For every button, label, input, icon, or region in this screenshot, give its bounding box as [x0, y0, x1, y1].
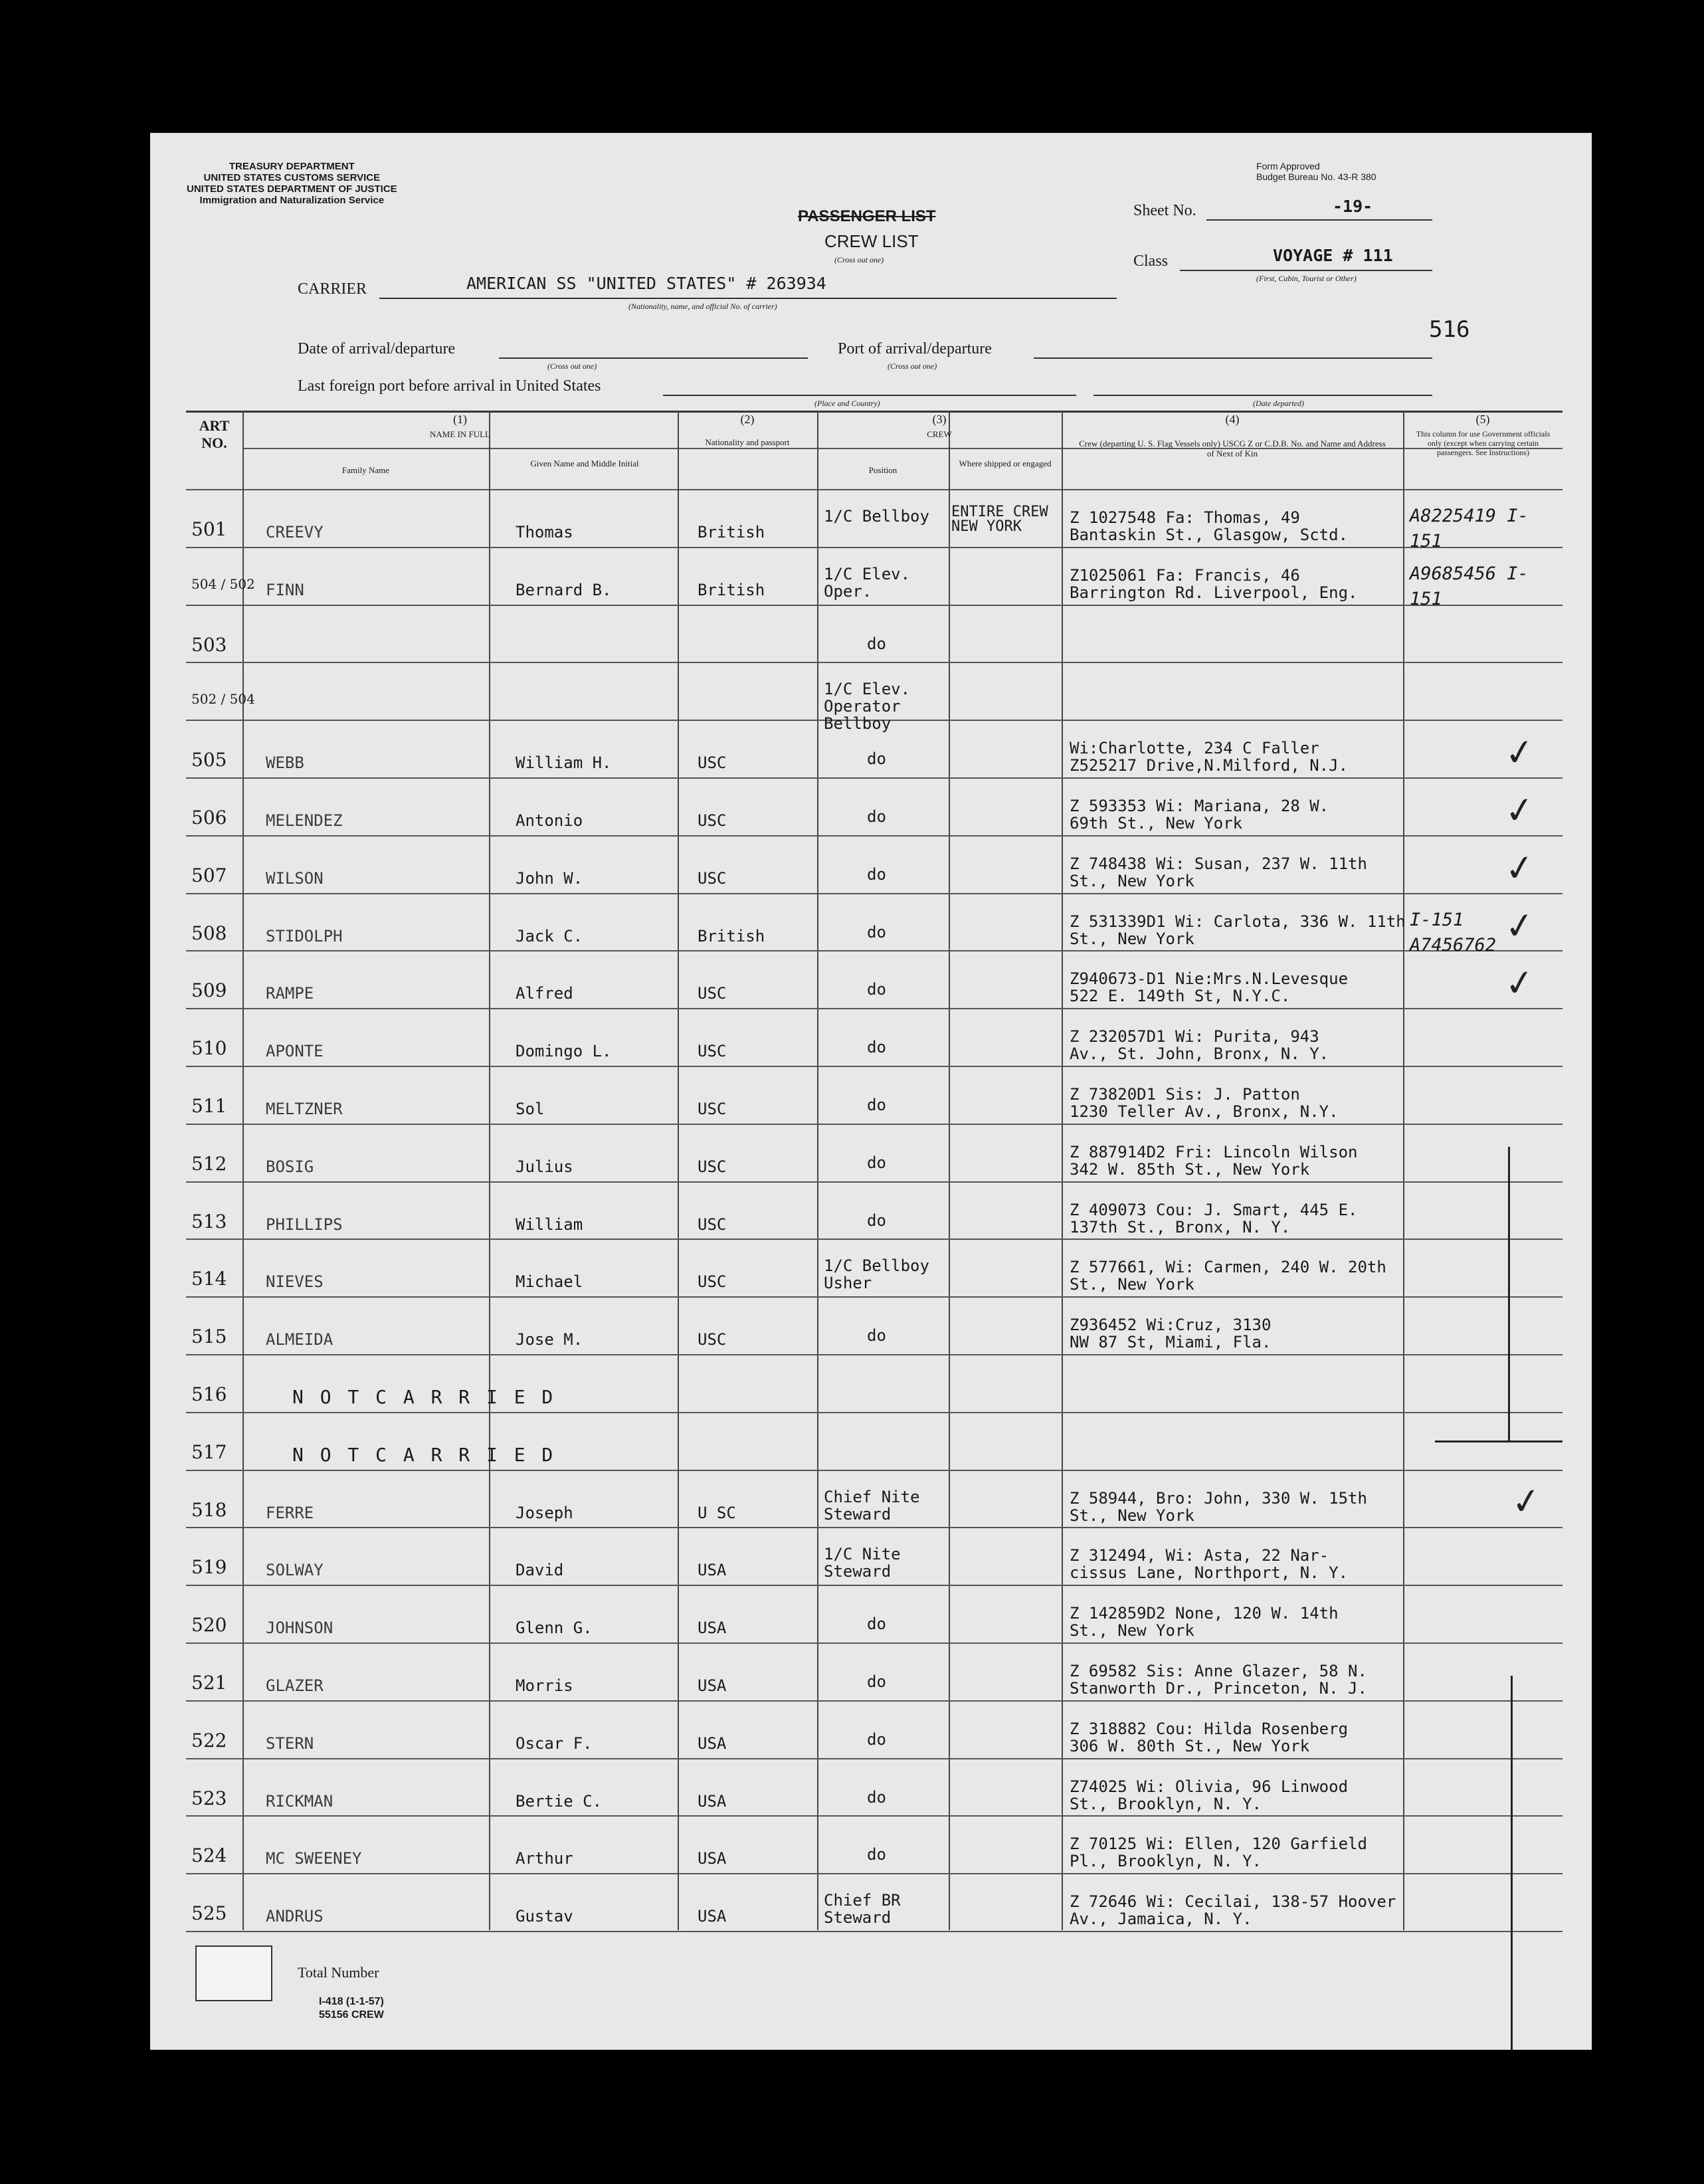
row-divider — [186, 1642, 1562, 1644]
given-name: Domingo L. — [516, 1042, 612, 1061]
where-shipped: ENTIRE CREW NEW YORK — [951, 504, 1048, 535]
col3-number: (3) — [932, 413, 947, 426]
art-number: 503 — [191, 633, 227, 656]
position: do — [867, 1153, 886, 1172]
last-port-line — [663, 395, 1076, 396]
col4-title: Crew (departing U. S. Flag Vessels only) USCG Z or C.D.B. No. and Name and Address of Next of Kin — [1079, 439, 1386, 458]
nationality: USC — [698, 1042, 727, 1061]
position: do — [867, 922, 886, 942]
carrier-caption: (Nationality, name, and official No. of carrier) — [628, 302, 777, 311]
col-divider — [678, 411, 679, 1930]
row-divider — [186, 1296, 1562, 1298]
agency-line: UNITED STATES CUSTOMS SERVICE — [203, 172, 381, 183]
art-number: 523 — [191, 1787, 227, 1809]
next-of-kin-line2: St., New York — [1070, 871, 1194, 890]
row-divider — [186, 605, 1562, 606]
next-of-kin-line2: 1230 Teller Av., Bronx, N.Y. — [1070, 1102, 1339, 1121]
family-name: STIDOLPH — [266, 926, 343, 945]
row-divider — [186, 1008, 1562, 1009]
given-name: Bertie C. — [516, 1791, 603, 1811]
official-note: A8225419 I-151 — [1410, 506, 1529, 551]
col4-number: (4) — [1225, 413, 1240, 426]
nationality: USC — [698, 753, 727, 773]
position: 1/C Bellboy — [824, 507, 929, 526]
family-name: BOSIG — [266, 1157, 314, 1176]
col2-number: (2) — [740, 413, 755, 426]
position: 1/C Elev. Oper. — [824, 564, 911, 601]
check-mark: ✓ — [1501, 730, 1538, 776]
next-of-kin-line2: St., Brooklyn, N. Y. — [1070, 1794, 1262, 1813]
carrier-line — [379, 298, 1117, 299]
crew-header: CREW — [927, 429, 952, 439]
given-name: Jack C. — [516, 926, 583, 945]
art-number: 522 — [191, 1729, 227, 1751]
bracket-mark — [1511, 1676, 1513, 2050]
given-name: Morris — [516, 1676, 573, 1695]
nationality: USC — [698, 1215, 727, 1234]
next-of-kin-line2: Barrington Rd. Liverpool, Eng. — [1070, 583, 1358, 602]
cross-out-caption: (Cross out one) — [834, 255, 884, 264]
date-departed-line — [1093, 395, 1432, 396]
port-line — [1034, 357, 1432, 359]
port-cross-caption: (Cross out one) — [888, 361, 937, 371]
given-name: Sol — [516, 1100, 545, 1118]
row-divider — [186, 1815, 1562, 1817]
given-name: Joseph — [516, 1503, 573, 1522]
row-divider — [186, 1470, 1562, 1471]
nationality: USA — [698, 1676, 727, 1695]
position: do — [867, 634, 886, 653]
col5-number: (5) — [1475, 413, 1490, 426]
carrier-label: CARRIER — [298, 280, 367, 298]
row-divider — [186, 1412, 1562, 1413]
family-name: FERRE — [266, 1503, 314, 1522]
class-value: VOYAGE # 111 — [1273, 246, 1393, 265]
col1-number: (1) — [453, 413, 467, 426]
check-mark: ✓ — [1501, 960, 1538, 1007]
last-port-label: Last foreign port before arrival in United States — [298, 377, 601, 395]
family-name: FINN — [266, 580, 304, 599]
given-name: Gustav — [516, 1907, 573, 1926]
art-number: 514 — [191, 1268, 227, 1290]
nationality: British — [698, 580, 765, 599]
next-of-kin-line1: Z936452 Wi:Cruz, 3130 — [1070, 1316, 1272, 1335]
position: do — [867, 980, 886, 999]
family-name: SOLWAY — [266, 1561, 324, 1580]
date-departed-caption: (Date departed) — [1253, 399, 1304, 408]
class-caption: (First, Cabin, Tourist or Other) — [1256, 274, 1357, 283]
nationality: USC — [698, 1330, 727, 1349]
row-divider — [186, 547, 1562, 548]
art-number: 512 — [191, 1152, 227, 1175]
next-of-kin-line2: Z525217 Drive,N.Milford, N.J. — [1070, 756, 1349, 775]
sheet-label: Sheet No. — [1133, 202, 1196, 219]
col5-title: This column for use Government officials only (except when carrying certain passengers. See Instructions) — [1416, 429, 1551, 457]
date-label: Date of arrival/departure — [298, 340, 456, 357]
agency-block — [187, 161, 397, 206]
total-number-label: Total Number — [298, 1964, 379, 1981]
next-of-kin-line2: Pl., Brooklyn, N. Y. — [1070, 1852, 1262, 1871]
family-name: RICKMAN — [266, 1791, 333, 1811]
crew-list-document — [150, 133, 1592, 2050]
row-divider — [186, 662, 1562, 663]
col1-title: NAME IN FULL — [430, 429, 490, 439]
art-number: 517 — [191, 1440, 227, 1463]
row-divider — [186, 777, 1562, 779]
art-number: 520 — [191, 1614, 227, 1637]
art-number: 506 — [191, 807, 227, 829]
next-of-kin-line1: Z 72646 Wi: Cecilai, 138-57 Hoover — [1070, 1892, 1396, 1912]
total-number-box — [195, 1945, 272, 2001]
position: do — [867, 1730, 886, 1749]
next-of-kin-line1: Z 312494, Wi: Asta, 22 Nar- — [1070, 1546, 1329, 1565]
not-carried-text: N O T C A R R I E D — [292, 1443, 556, 1466]
next-of-kin-line2: Av., Jamaica, N. Y. — [1070, 1910, 1252, 1929]
next-of-kin-line2: cissus Lane, Northport, N. Y. — [1070, 1563, 1349, 1583]
art-number: 513 — [191, 1210, 227, 1233]
bracket-mark — [1508, 1147, 1510, 1440]
next-of-kin-line1: Z 531339D1 Wi: Carlota, 336 W. 11th — [1070, 912, 1406, 931]
next-of-kin-line2: Av., St. John, Bronx, N. Y. — [1070, 1044, 1329, 1064]
next-of-kin-line1: Z 73820D1 Sis: J. Patton — [1070, 1085, 1300, 1104]
next-of-kin-line2: St., New York — [1070, 1275, 1194, 1294]
art-number: 507 — [191, 864, 227, 886]
row-divider — [186, 1585, 1562, 1586]
date-cross-caption: (Cross out one) — [547, 361, 597, 371]
next-of-kin-line1: Z 58944, Bro: John, 330 W. 15th — [1070, 1488, 1367, 1508]
given-name: Michael — [516, 1272, 583, 1292]
position: do — [867, 1672, 886, 1691]
next-of-kin-line1: Z74025 Wi: Olivia, 96 Linwood — [1070, 1777, 1349, 1796]
check-mark: ✓ — [1501, 844, 1538, 891]
col-divider — [1062, 411, 1063, 1930]
art-number: 525 — [191, 1902, 227, 1925]
row-divider — [186, 893, 1562, 894]
carrier-value: AMERICAN SS "UNITED STATES" # 263934 — [466, 274, 826, 293]
next-of-kin-line2: 342 W. 85th St., New York — [1070, 1159, 1310, 1179]
agency-line: Immigration and Naturalization Service — [199, 195, 385, 206]
position: do — [867, 807, 886, 826]
position: Chief Nite Steward — [824, 1487, 920, 1524]
art-number: 501 — [191, 518, 227, 540]
family-name: WEBB — [266, 753, 304, 773]
family-name: PHILLIPS — [266, 1215, 343, 1234]
class-label: Class — [1133, 252, 1169, 270]
position: do — [867, 1615, 886, 1634]
family-name: NIEVES — [266, 1272, 324, 1292]
page-number: 516 — [1429, 316, 1470, 343]
next-of-kin-line2: 69th St., New York — [1070, 814, 1243, 833]
nationality: USC — [698, 984, 727, 1003]
nationality: USC — [698, 1100, 727, 1118]
art-number: 504 / 502 — [191, 575, 255, 592]
position: do — [867, 864, 886, 884]
position: do — [867, 1787, 886, 1807]
given-name: Bernard B. — [516, 580, 612, 599]
next-of-kin-line1: Z 69582 Sis: Anne Glazer, 58 N. — [1070, 1662, 1367, 1680]
next-of-kin-line1: Z 748438 Wi: Susan, 237 W. 11th — [1070, 854, 1367, 873]
next-of-kin-line2: NW 87 St, Miami, Fla. — [1070, 1333, 1272, 1352]
given-name: Antonio — [516, 811, 583, 830]
not-carried-text: N O T C A R R I E D — [292, 1386, 556, 1408]
row-divider — [186, 1527, 1562, 1528]
sheet-line — [1206, 219, 1432, 221]
given-name: Arthur — [516, 1849, 573, 1868]
next-of-kin-line2: Bantaskin St., Glasgow, Sctd. — [1070, 526, 1349, 544]
position: do — [867, 1096, 886, 1114]
passenger-list-title: PASSENGER LIST — [798, 207, 936, 225]
bracket-stroke — [1435, 1440, 1562, 1442]
sheet-value: -19- — [1333, 197, 1373, 216]
next-of-kin-line2: 522 E. 149th St, N.Y.C. — [1070, 987, 1291, 1006]
art-number: 516 — [191, 1383, 227, 1405]
budget-bureau: Budget Bureau No. 43-R 380 — [1256, 171, 1376, 182]
form-approved-label: Form Approved — [1256, 161, 1320, 171]
nationality: USC — [698, 1157, 727, 1176]
col-divider — [1403, 411, 1404, 1930]
art-number: 505 — [191, 749, 227, 771]
given-name: David — [516, 1561, 564, 1580]
position: do — [867, 749, 886, 769]
nationality: British — [698, 523, 765, 542]
row-divider — [186, 1354, 1562, 1355]
family-name: ALMEIDA — [266, 1330, 333, 1349]
position: do — [867, 1845, 886, 1864]
given-name: Julius — [516, 1157, 573, 1176]
nationality: USC — [698, 1272, 727, 1292]
row-divider — [186, 1066, 1562, 1067]
check-mark: ✓ — [1508, 1478, 1545, 1524]
table-top-border — [186, 411, 1562, 413]
art-number: 521 — [191, 1672, 227, 1694]
col-divider — [489, 411, 490, 1930]
form-code: 55156 CREW — [319, 2009, 384, 2021]
family-name: CREEVY — [266, 523, 324, 542]
nationality: USC — [698, 868, 727, 888]
next-of-kin-line1: Z 593353 Wi: Mariana, 28 W. — [1070, 797, 1329, 815]
nationality: USA — [698, 1561, 727, 1580]
crew-list-title: CREW LIST — [824, 231, 919, 251]
position: do — [867, 1211, 886, 1230]
given-name: Alfred — [516, 984, 573, 1003]
position: do — [867, 1326, 886, 1345]
nationality: USC — [698, 811, 727, 830]
given-name: Jose M. — [516, 1330, 583, 1349]
row-divider — [186, 1239, 1562, 1240]
row-divider — [186, 950, 1562, 951]
given-name-header: Given Name and Middle Initial — [530, 458, 639, 468]
art-number: 515 — [191, 1326, 227, 1348]
position: do — [867, 1038, 886, 1057]
class-line — [1180, 270, 1432, 271]
row-divider — [186, 1931, 1562, 1932]
family-name: STERN — [266, 1734, 314, 1753]
art-number: 511 — [191, 1095, 227, 1117]
official-note: I-151 A7456762 — [1410, 909, 1497, 955]
next-of-kin-line1: Z 142859D2 None, 120 W. 14th — [1070, 1604, 1339, 1623]
official-note: A9685456 I-151 — [1410, 563, 1529, 609]
given-name: John W. — [516, 868, 583, 888]
position: 1/C Elev. Operator Bellboy — [824, 680, 911, 734]
crew-table — [186, 411, 1562, 1930]
where-shipped-header: Where shipped or engaged — [959, 458, 1052, 468]
next-of-kin-line1: Wi:Charlotte, 234 C Faller — [1070, 739, 1319, 758]
family-name: MELENDEZ — [266, 811, 343, 830]
next-of-kin-line2: St., New York — [1070, 1506, 1194, 1525]
given-name: William — [516, 1215, 583, 1234]
next-of-kin-line1: Z 1027548 Fa: Thomas, 49 — [1070, 508, 1300, 527]
family-name: RAMPE — [266, 984, 314, 1003]
nationality: British — [698, 926, 765, 945]
art-number: 502 / 504 — [191, 691, 255, 708]
nationality: USA — [698, 1907, 727, 1926]
agency-line: TREASURY DEPARTMENT — [229, 161, 355, 172]
art-number: 524 — [191, 1844, 227, 1867]
position: 1/C Bellboy Usher — [824, 1256, 929, 1293]
next-of-kin-line2: Stanworth Dr., Princeton, N. J. — [1070, 1679, 1367, 1698]
date-line — [499, 357, 808, 359]
row-divider — [186, 1124, 1562, 1125]
art-number: 508 — [191, 922, 227, 944]
place-caption: (Place and Country) — [814, 399, 880, 408]
position: Chief BR Steward — [824, 1891, 901, 1928]
next-of-kin-line1: Z 409073 Cou: J. Smart, 445 E. — [1070, 1200, 1358, 1219]
nationality: USA — [698, 1734, 727, 1753]
family-name: MELTZNER — [266, 1100, 343, 1118]
given-name: Glenn G. — [516, 1619, 593, 1638]
nationality-header: Nationality and passport — [705, 437, 790, 447]
next-of-kin-line1: Z940673-D1 Nie:Mrs.N.Levesque — [1070, 969, 1349, 989]
header-bottom-border — [186, 489, 1562, 490]
row-divider — [186, 835, 1562, 837]
next-of-kin-line1: Z 70125 Wi: Ellen, 120 Garfield — [1070, 1835, 1367, 1854]
family-name: JOHNSON — [266, 1619, 333, 1638]
art-number: 509 — [191, 979, 227, 1002]
art-number: 518 — [191, 1498, 227, 1521]
position: 1/C Nite Steward — [824, 1545, 901, 1581]
family-name: GLAZER — [266, 1676, 324, 1695]
port-label: Port of arrival/departure — [838, 340, 992, 357]
next-of-kin-line1: Z 318882 Cou: Hilda Rosenberg — [1070, 1719, 1349, 1738]
agency-line: UNITED STATES DEPARTMENT OF JUSTICE — [187, 183, 397, 195]
nationality: USA — [698, 1849, 727, 1868]
next-of-kin-line1: Z 887914D2 Fri: Lincoln Wilson — [1070, 1142, 1358, 1161]
row-divider — [186, 1700, 1562, 1702]
family-name: APONTE — [266, 1042, 324, 1061]
row-divider — [186, 1758, 1562, 1759]
nationality: USA — [698, 1619, 727, 1638]
row-divider — [186, 1181, 1562, 1183]
form-approved — [1256, 161, 1376, 182]
art-number: 519 — [191, 1556, 227, 1579]
given-name: William H. — [516, 753, 612, 773]
given-name: Thomas — [516, 523, 573, 542]
next-of-kin-line1: Z 577661, Wi: Carmen, 240 W. 20th — [1070, 1258, 1386, 1277]
next-of-kin-line2: 306 W. 80th St., New York — [1070, 1736, 1310, 1755]
col-divider — [242, 411, 244, 1930]
form-number: I-418 (1-1-57) — [319, 1996, 384, 2007]
family-name-header: Family Name — [341, 465, 390, 475]
row-divider — [186, 1873, 1562, 1874]
next-of-kin-line1: Z1025061 Fa: Francis, 46 — [1070, 565, 1300, 585]
next-of-kin-line2: St., New York — [1070, 1621, 1194, 1640]
next-of-kin-line1: Z 232057D1 Wi: Purita, 943 — [1070, 1027, 1319, 1046]
nationality: USA — [698, 1791, 727, 1811]
nationality: U SC — [698, 1503, 736, 1522]
check-mark: ✓ — [1501, 787, 1538, 833]
family-name: WILSON — [266, 868, 324, 888]
next-of-kin-line2: St., New York — [1070, 929, 1194, 948]
family-name: MC SWEENEY — [266, 1849, 362, 1868]
art-no-header: ART NO. — [199, 417, 230, 451]
col-divider — [817, 411, 818, 1930]
family-name: ANDRUS — [266, 1907, 324, 1926]
position-header: Position — [868, 465, 898, 475]
art-number: 510 — [191, 1037, 227, 1060]
check-mark: ✓ — [1501, 902, 1538, 949]
next-of-kin-line2: 137th St., Bronx, N. Y. — [1070, 1217, 1291, 1237]
given-name: Oscar F. — [516, 1734, 593, 1753]
